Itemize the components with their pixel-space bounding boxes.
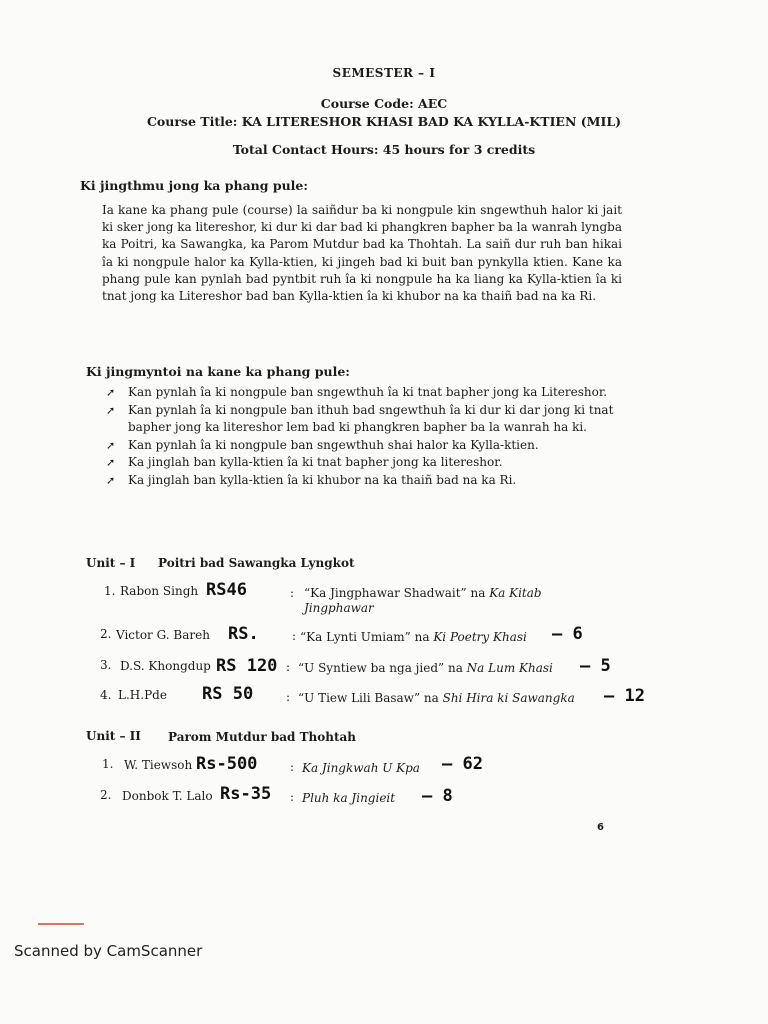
scan-mark	[38, 923, 84, 925]
work-quote: “Ka Lynti Umiam” na	[300, 630, 434, 644]
work-title: Pluh ka Jingieit	[302, 791, 396, 805]
author-name: Rabon Singh	[120, 584, 199, 598]
work-title	[298, 661, 553, 676]
objectives-paragraph: Ia kane ka phang pule (course) la saiñdur ba ki nongpule kin sngewthuh halor ki jait ki sker jong ka litereshor, ki dur ki dar bad ki phangkren bapher ba la wanrah lyngba ka Poitri, ka Sawangka, ka Parom Mutdur bad ka Thohtah. La saiñ dur ruh ban hikai îa ki nongpule halor ka Kylla-ktien, ki jingeh bad ki buit ban pynkylla ktien. Kane ka phang pule kan pynlah bad pyntbit ruh îa ki nongpule ha ka liang ka Kylla-ktien îa ki tnat jong ka Litereshor bad ban Kylla-ktien îa ki khubor na ka thaiñ bad na ka Ri.	[102, 203, 622, 304]
author-name: D.S. Khongdup	[120, 659, 211, 673]
course-title: Course Title: KA LITERESHOR KHASI BAD KA KYLLA-KTIEN (MIL)	[146, 114, 622, 129]
handwritten-price: RS46	[206, 580, 247, 600]
contact-hours: Total Contact Hours: 45 hours for 3 credits	[232, 142, 536, 157]
course-code: Course Code: AEC	[320, 96, 448, 111]
outcome-text: Ka jinglah ban kylla-ktien îa ki khubor na ka thaiñ bad na ka Ri.	[128, 472, 517, 487]
outcome-text: Ka jinglah ban kylla-ktien îa ki tnat bapher jong ka litereshor.	[128, 455, 503, 470]
book-title: Ki Poetry Khasi	[433, 630, 527, 644]
work-quote: “U Tiew Lili Basaw” na	[298, 691, 443, 705]
list-item: ➚ Kan pynlah îa ki nongpule ban ithuh bad sngewthuh îa ki dur ki dar jong ki tnat bapher jong ka litereshor lem bad ki phangkren bapher ba la wanrah ha ki.	[106, 402, 614, 435]
handwritten-mark: – 62	[442, 754, 483, 774]
entry-number: 2.	[100, 627, 112, 641]
outcome-text: Kan pynlah îa ki nongpule ban sngewthuh îa ki tnat bapher jong ka Litereshor.	[128, 385, 608, 399]
work-title: Ka Jingkwah U Kpa	[302, 761, 420, 775]
entry-number: 3.	[100, 658, 112, 672]
outcome-text: Kan pynlah îa ki nongpule ban ithuh bad sngewthuh îa ki dur ki dar jong ki tnat bapher jong ka litereshor lem bad ki phangkren bapher ba la wanrah ha ki.	[128, 402, 614, 435]
handwritten-price: Rs-500	[196, 754, 258, 774]
unit-2-title: Parom Mutdur bad Thohtah	[168, 730, 357, 744]
handwritten-mark: – 6	[552, 624, 583, 644]
book-title: Ka Kitab Jingphawar	[304, 586, 542, 615]
book-title: Shi Hira ki Sawangka	[442, 691, 575, 705]
outcome-text: Kan pynlah îa ki nongpule ban sngewthuh shai halor ka Kylla-ktien.	[128, 437, 539, 452]
document-page: SEMESTER – I Course Code: AEC Course Title: KA LITERESHOR KHASI BAD KA KYLLA-KTIEN (MIL) Total Contact Hours: 45 hours for 3 credits Ki jingthmu jong ka phang pule: Ia kane ka phang pule (course) la saiñdur ba ki nongpule kin sngewthuh halor ki jait ki sker jong ka litereshor, ki dur ki dar bad ki phangkren bapher ba la wanrah lyngba ka Poitri, ka Sawangka, ka Parom Mutdur bad ka Thohtah. La saiñ dur ruh ban hikai îa ki nongpule halor ka Kylla-ktien, ki jingeh bad ki buit ban pynkylla ktien. Kane ka phang pule kan pynlah bad pyntbit ruh îa ki nongpule ha ka liang ka Kylla-ktien îa ki tnat jong ka Litereshor bad ban Kylla-ktien îa ki khubor na ka thaiñ bad na ka Ri. Ki jingmyntoi na kane ka phang pule: ➚ Kan pynlah îa ki nongpule ban sngewthuh îa ki tnat bapher jong ka Litereshor. ➚ Kan pynlah îa ki nongpule ban ithuh bad sngewthuh îa ki dur ki dar jong ki tnat bapher jong ka litereshor lem bad ki phangkren bapher ba la wanrah ha ki. ➚ Kan pynlah îa ki nongpule ban sngewthuh shai halor ka Kylla-ktien. ➚ Ka jinglah ban kylla-ktien îa ki tnat bapher jong ka litereshor. ➚ Ka jinglah ban kylla-ktien îa ki khubor na ka thaiñ bad na ka Ri. Unit – I Poitri bad Sawangka Lyngkot 1. Rabon Singh RS46 : “Ka Jingphawar Shadwait” na Ka Kitab Jingphawar 2. Victor G. Bareh RS. : “Ka Lynti Umiam” na Ki Poetry Khasi – 6 3. D.S. Khongdup RS 120 : “U Syntiew ba nga jied” na Na Lum Khasi – 5 4. L.H.Pde RS 50 : “U Tiew Lili Basaw” na Shi Hira ki Sawangka – 12 Unit – II Parom Mutdur bad Thohtah 1. W. Tiewsoh Rs-500 : Ka Jingkwah U Kpa – 62 2. Donbok T. Lalo Rs-35 : Pluh ka Jingieit – 8 6 Scanned by CamScanner	[0, 0, 768, 1024]
handwritten-mark: – 12	[604, 686, 645, 706]
handwritten-mark: – 8	[422, 786, 453, 806]
objectives-heading: Ki jingthmu jong ka phang pule:	[80, 178, 308, 193]
unit-2-label: Unit – II	[86, 729, 141, 743]
work-title	[304, 586, 584, 616]
scanner-watermark: Scanned by CamScanner	[14, 942, 203, 960]
list-item: ➚ Kan pynlah îa ki nongpule ban sngewthuh îa ki tnat bapher jong ka Litereshor.	[106, 385, 608, 399]
entry-number: 1.	[104, 584, 116, 598]
author-name: Victor G. Bareh	[116, 628, 210, 642]
handwritten-price: RS 50	[202, 684, 254, 704]
page-number: 6	[597, 822, 604, 833]
unit-1-title: Poitri bad Sawangka Lyngkot	[158, 556, 355, 570]
handwritten-price: RS.	[228, 624, 259, 644]
author-name: W. Tiewsoh	[124, 758, 193, 772]
unit-1-label: Unit – I	[86, 556, 136, 570]
list-item: ➚ Ka jinglah ban kylla-ktien îa ki tnat bapher jong ka litereshor.	[106, 455, 503, 470]
author-name: L.H.Pde	[118, 688, 167, 702]
entry-number: 4.	[100, 688, 112, 702]
work-title	[298, 691, 575, 706]
outcomes-list	[106, 384, 626, 490]
list-item: ➚ Ka jinglah ban kylla-ktien îa ki khubor na ka thaiñ bad na ka Ri.	[106, 472, 517, 487]
entry-number: 2.	[100, 788, 112, 802]
author-name: Donbok T. Lalo	[122, 789, 213, 803]
book-title: Na Lum Khasi	[466, 661, 553, 675]
semester-heading: SEMESTER – I	[332, 66, 436, 80]
handwritten-mark: – 5	[580, 656, 611, 676]
handwritten-price: RS 120	[216, 656, 278, 676]
work-title	[300, 630, 527, 645]
handwritten-price: Rs-35	[220, 784, 272, 804]
work-quote: “Ka Jingphawar Shadwait” na	[304, 586, 490, 600]
outcomes-heading: Ki jingmyntoi na kane ka phang pule:	[86, 364, 350, 379]
list-item: ➚ Kan pynlah îa ki nongpule ban sngewthuh shai halor ka Kylla-ktien.	[106, 437, 539, 452]
work-quote: “U Syntiew ba nga jied” na	[298, 661, 467, 675]
entry-number: 1.	[102, 757, 114, 771]
